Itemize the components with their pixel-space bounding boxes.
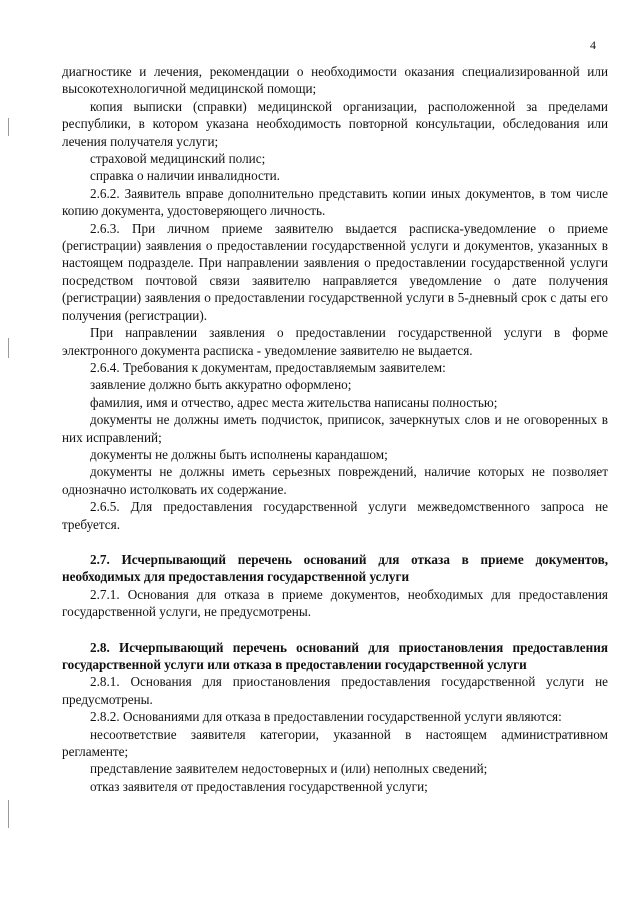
paragraph: 2.8.2. Основаниями для отказа в предоставлении государственной услуги являются: [90, 709, 562, 725]
paragraph: 2.6.5. Для предоставления государственной услуги межведомственного запроса не требуется. [62, 499, 608, 532]
paragraph: 2.8.1. Основания для приостановления предоставления государственной услуги не предусмотрены. [62, 674, 608, 707]
paragraph: При направлении заявления о предоставлении государственной услуги в форме электронного документа расписка - уведомление заявителю не выдается. [62, 325, 608, 358]
paragraph: 2.7.1. Основания для отказа в приеме документов, необходимых для предоставления государственной услуги, не предусмотрены. [62, 586, 608, 620]
section-spacer [62, 533, 608, 551]
paragraph: фамилия, имя и отчество, адрес места жительства написаны полностью; [90, 394, 498, 410]
paragraph: документы не должны иметь подчисток, приписок, зачеркнутых слов и не оговоренных в них исправлений; [62, 412, 608, 445]
section-spacer [62, 621, 608, 639]
paragraph: 2.6.4. Требования к документам, предоставляемым заявителем: [90, 359, 446, 375]
scan-margin-mark [8, 800, 9, 828]
paragraph: 2.6.2. Заявитель вправе дополнительно представить копии иных документов, в том числе копию документа, удостоверяющего личность. [62, 185, 608, 219]
section-heading: 2.7. Исчерпывающий перечень оснований для отказа в приеме документов, необходимых для предоставления государственной услуги [62, 551, 608, 585]
page-number: 4 [590, 38, 596, 52]
paragraph: 2.6.3. При личном приеме заявителю выдается расписка-уведомление о приеме (регистрации) заявления о предоставлении государственной услуги и документов, указанных в настоящем подразделе. При направлении заявления о предоставлении государственной услуги посредством почтовой связи заявителю направляется уведомление о дате получения (регистрации) заявления о предоставлении государственной услуги в 5-дневный срок с даты его получения (регистрации). [62, 220, 608, 323]
paragraph: документы не должны быть исполнены карандашом; [90, 446, 388, 462]
scan-margin-mark [8, 118, 9, 136]
paragraph: страховой медицинский полис; [90, 151, 266, 167]
scan-margin-mark [8, 338, 9, 358]
paragraph: заявление должно быть аккуратно оформлено; [90, 377, 352, 393]
paragraph: представление заявителем недостоверных и (или) неполных сведений; [90, 761, 488, 777]
paragraph: копия выписки (справки) медицинской организации, расположенной за пределами республики, в котором указана необходимость повторной консультации, обследования или лечения получателя услуги; [62, 98, 608, 149]
paragraph: диагностике и лечения, рекомендации о необходимости оказания специализированной или высокотехнологичной медицинской помощи; [62, 64, 608, 97]
paragraph: справка о наличии инвалидности. [90, 168, 280, 184]
paragraph: отказ заявителя от предоставления государственной услуги; [90, 778, 428, 794]
paragraph: документы не должны иметь серьезных повреждений, наличие которых не позволяет однозначно истолковать их содержание. [62, 464, 608, 497]
paragraph: несоответствие заявителя категории, указанной в настоящем административном регламенте; [62, 726, 608, 760]
section-heading: 2.8. Исчерпывающий перечень оснований для приостановления предоставления государственной услуги или отказа в предоставлении государственной услуги [62, 639, 608, 672]
document-body [62, 63, 608, 795]
